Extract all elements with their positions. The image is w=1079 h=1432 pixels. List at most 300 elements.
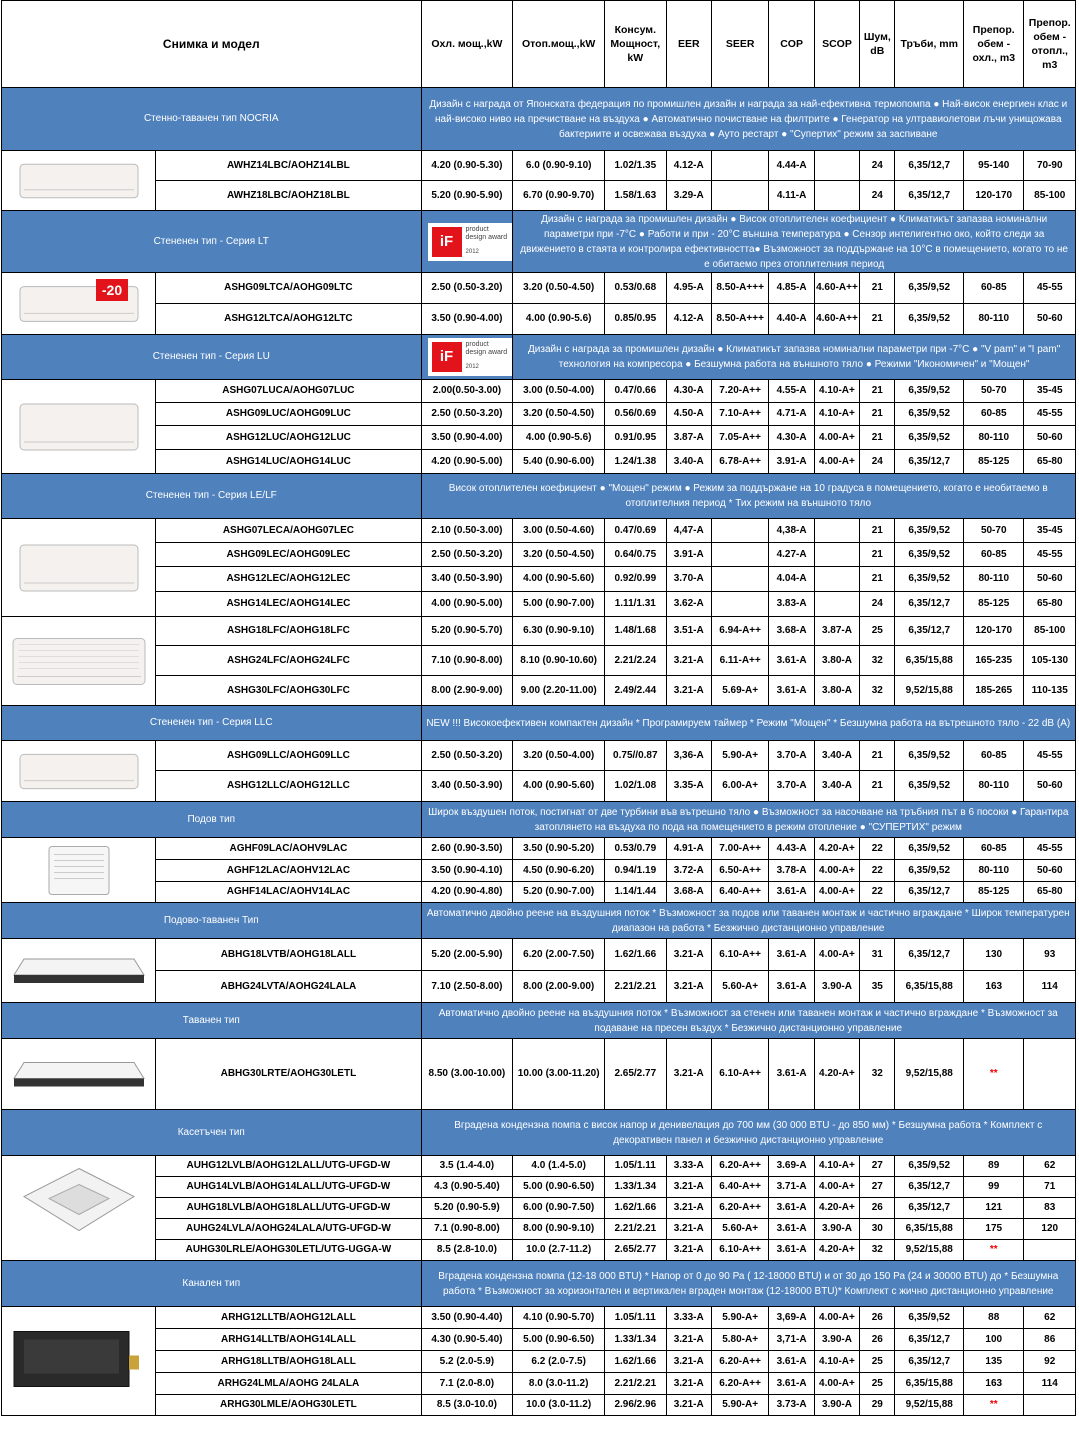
cell-seer: [711, 567, 768, 592]
cell-power: 2.65/2.77: [605, 1039, 667, 1110]
cell-model: ASHG30LFC/AOHG30LFC: [156, 676, 421, 706]
cell-cool: 2.50 (0.50-3.20): [421, 273, 513, 304]
cell-heat: 8.0 (3.0-11.2): [513, 1373, 605, 1395]
cell-seer: 8.50-A+++: [711, 304, 768, 335]
cell-pipes: 6,35/12,7: [895, 1329, 964, 1351]
cell-noise: 32: [860, 646, 895, 676]
cell-power: 2.21/2.21: [605, 1373, 667, 1395]
header-cop: COP: [769, 1, 814, 88]
cell-eer: 4.30-A: [666, 380, 711, 403]
cell-model: AWHZ14LBC/AOHZ14LBL: [156, 151, 421, 181]
cell-cop: 3.61-A: [769, 971, 814, 1003]
cell-pipes: 6,35/12,7: [895, 1177, 964, 1198]
cell-heat: 4.00 (0.90-5.60): [513, 771, 605, 802]
cell-pipes: 6,35/9,52: [895, 1307, 964, 1329]
cell-power: 0.47/0.69: [605, 519, 667, 543]
product-image: [2, 273, 156, 335]
section-header: [2, 88, 1076, 151]
cell-cool: 4.20 (0.90-5.00): [421, 450, 513, 474]
cell-cop: 4.11-A: [769, 181, 814, 211]
cell-heat: 6.00 (0.90-7.50): [513, 1198, 605, 1219]
cell-scop: 4.00-A+: [814, 939, 859, 971]
section-header: [2, 474, 1076, 519]
cell-pipes: 9,52/15,88: [895, 1240, 964, 1261]
cell-vol-cool: **: [963, 1039, 1024, 1110]
cell-noise: 27: [860, 1156, 895, 1177]
cell-noise: 24: [860, 181, 895, 211]
product-row: [2, 676, 1076, 706]
cell-seer: 5.80-A+: [711, 1329, 768, 1351]
product-row: [2, 1351, 1076, 1373]
section-description: Дизайн с награда за промишлен дизайн ● Висок отоплителен коефициент ● Климатикът запазва номинални параметри при -7°C ● Работи и при - 20°C външна температура ● Сензор интелигентно око, който следи за движението в стаята и контролира ефективността● Възможност за поддържане на 10°C в помещението, когато то не е обитаемо през отоплителния период: [513, 211, 1076, 273]
header-model: Снимка и модел: [2, 1, 422, 88]
product-row: [2, 971, 1076, 1003]
product-row: [2, 1307, 1076, 1329]
cell-scop: 3.40-A: [814, 741, 859, 771]
cell-cop: 4.30-A: [769, 426, 814, 450]
cell-cool: 2.50 (0.50-3.20): [421, 741, 513, 771]
cell-eer: 3.51-A: [666, 617, 711, 646]
cell-power: 1.02/1.35: [605, 151, 667, 181]
cell-power: 1.24/1.38: [605, 450, 667, 474]
cell-noise: 26: [860, 1198, 895, 1219]
product-row: [2, 1329, 1076, 1351]
cell-vol-cool: 80-110: [963, 860, 1024, 882]
cell-eer: 3.33-A: [666, 1156, 711, 1177]
product-row: [2, 426, 1076, 450]
cell-eer: 4.91-A: [666, 838, 711, 860]
section-description: Широк въздушен поток, постигнат от две турбини във вътрешно тяло ● Възможност за насочване на тръбния път в 6 посоки ● Гарантира затоплянето на въздуха по пода на помещението в режим отопление ● "СУПЕРТИХ" режим: [421, 802, 1075, 838]
cell-seer: [711, 151, 768, 181]
product-row: [2, 646, 1076, 676]
cell-cop: 4.27-A: [769, 543, 814, 567]
cell-vol-cool: 89: [963, 1156, 1024, 1177]
cell-model: ASHG09LEC/AOHG09LEC: [156, 543, 421, 567]
cell-eer: 3.29-A: [666, 181, 711, 211]
cell-cop: 3.61-A: [769, 1351, 814, 1373]
cell-power: 0.53/0.68: [605, 273, 667, 304]
cell-heat: 3.00 (0.50-4.60): [513, 519, 605, 543]
cell-vol-cool: 120-170: [963, 181, 1024, 211]
cell-cool: 2.00(0.50-3.00): [421, 380, 513, 403]
product-row: [2, 519, 1076, 543]
cell-noise: 26: [860, 1307, 895, 1329]
cell-pipes: 6,35/12,7: [895, 1351, 964, 1373]
cell-cool: 8.5 (2.8-10.0): [421, 1240, 513, 1261]
cell-scop: 4.00-A+: [814, 426, 859, 450]
cell-power: 0.64/0.75: [605, 543, 667, 567]
cell-power: 2.21/2.21: [605, 1219, 667, 1240]
cell-heat: 9.00 (2.20-11.00): [513, 676, 605, 706]
award-text: product design award: [465, 225, 508, 241]
cell-cop: 3.61-A: [769, 1373, 814, 1395]
section-header: [2, 211, 1076, 273]
cell-cool: 3.40 (0.50-3.90): [421, 771, 513, 802]
cell-seer: 6.40-A++: [711, 1177, 768, 1198]
header-seer: SEER: [711, 1, 768, 88]
cell-vol-heat: 85-100: [1024, 181, 1076, 211]
cell-scop: 3.80-A: [814, 646, 859, 676]
cell-vol-cool: 60-85: [963, 838, 1024, 860]
cell-heat: 10.00 (3.00-11.20): [513, 1039, 605, 1110]
cell-scop: 4.00-A+: [814, 1373, 859, 1395]
cell-vol-cool: 165-235: [963, 646, 1024, 676]
cell-heat: 5.00 (0.90-6.50): [513, 1329, 605, 1351]
cell-eer: 3.72-A: [666, 860, 711, 882]
cell-noise: 27: [860, 1177, 895, 1198]
cell-pipes: 6,35/12,7: [895, 450, 964, 474]
cell-cool: 5.2 (2.0-5.9): [421, 1351, 513, 1373]
cell-model: AUHG30LRLE/AOHG30LETL/UTG-UGGA-W: [156, 1240, 421, 1261]
cell-seer: [711, 181, 768, 211]
cell-cop: 3.61-A: [769, 939, 814, 971]
cell-seer: 7.05-A++: [711, 426, 768, 450]
cell-scop: 3.90-A: [814, 1219, 859, 1240]
cell-vol-heat: 65-80: [1024, 882, 1076, 903]
product-row: [2, 151, 1076, 181]
cell-power: 0.56/0.69: [605, 403, 667, 426]
cell-scop: 4.00-A+: [814, 860, 859, 882]
header-vol-cool: Препор. обем - охл., m3: [963, 1, 1024, 88]
product-row: [2, 741, 1076, 771]
cell-model: AUHG12LVLB/AOHG12LALL/UTG-UFGD-W: [156, 1156, 421, 1177]
cell-vol-heat: 62: [1024, 1307, 1076, 1329]
header-scop: SCOP: [814, 1, 859, 88]
cell-model: ASHG24LFC/AOHG24LFC: [156, 646, 421, 676]
section-header: [2, 706, 1076, 741]
cell-pipes: 6,35/9,52: [895, 304, 964, 335]
header-eer: EER: [666, 1, 711, 88]
cell-noise: 21: [860, 567, 895, 592]
cell-vol-cool: 50-70: [963, 380, 1024, 403]
cell-scop: 4.00-A+: [814, 1177, 859, 1198]
cell-vol-cool: 95-140: [963, 151, 1024, 181]
cell-model: AGHF12LAC/AOHV12LAC: [156, 860, 421, 882]
cell-heat: 5.40 (0.90-6.00): [513, 450, 605, 474]
cell-pipes: 6,35/9,52: [895, 519, 964, 543]
cell-pipes: 9,52/15,88: [895, 1039, 964, 1110]
cell-cool: 5.20 (0.90-5.70): [421, 617, 513, 646]
cell-power: 1.62/1.66: [605, 939, 667, 971]
cell-vol-heat: 45-55: [1024, 403, 1076, 426]
cell-power: 1.11/1.31: [605, 592, 667, 617]
cell-vol-cool: 60-85: [963, 403, 1024, 426]
cell-cop: 4.04-A: [769, 567, 814, 592]
cell-power: 1.33/1.34: [605, 1329, 667, 1351]
cell-scop: [814, 592, 859, 617]
cell-scop: 4.10-A+: [814, 403, 859, 426]
price-table: [1, 0, 1076, 1416]
cell-model: AGHF14LAC/AOHV14LAC: [156, 882, 421, 903]
cell-power: 1.05/1.11: [605, 1156, 667, 1177]
cell-pipes: 6,35/12,7: [895, 617, 964, 646]
cell-seer: 6.10-A++: [711, 1240, 768, 1261]
cell-eer: 3.21-A: [666, 939, 711, 971]
product-row: [2, 1240, 1076, 1261]
product-row: [2, 1039, 1076, 1110]
cell-scop: [814, 151, 859, 181]
product-row: [2, 1177, 1076, 1198]
cell-model: AGHF09LAC/AOHV9LAC: [156, 838, 421, 860]
product-row: [2, 617, 1076, 646]
section-name: Стененен тип - Серия LE/LF: [2, 474, 422, 519]
cell-vol-heat: 105-130: [1024, 646, 1076, 676]
cell-cop: 4.40-A: [769, 304, 814, 335]
cell-power: 0.75//0.87: [605, 741, 667, 771]
cell-seer: 6.10-A++: [711, 1039, 768, 1110]
cell-scop: 4.10-A+: [814, 1351, 859, 1373]
cell-pipes: 6,35/15,88: [895, 1219, 964, 1240]
cell-cool: 3.50 (0.90-4.10): [421, 860, 513, 882]
product-image: [2, 741, 156, 802]
cell-eer: 3.21-A: [666, 1240, 711, 1261]
cell-eer: 3.21-A: [666, 1373, 711, 1395]
cell-eer: 4.12-A: [666, 304, 711, 335]
cell-pipes: 6,35/9,52: [895, 567, 964, 592]
if-logo: iF: [432, 342, 462, 372]
cell-vol-cool: 85-125: [963, 882, 1024, 903]
cell-cool: 4.20 (0.90-5.30): [421, 151, 513, 181]
cell-noise: 22: [860, 838, 895, 860]
cell-heat: 6.70 (0.90-9.70): [513, 181, 605, 211]
cell-scop: 4.20-A+: [814, 1198, 859, 1219]
cell-cop: 4.85-A: [769, 273, 814, 304]
cell-model: ABHG30LRTE/AOHG30LETL: [156, 1039, 421, 1110]
cell-vol-heat: 50-60: [1024, 860, 1076, 882]
product-row: [2, 543, 1076, 567]
cell-cool: 4.20 (0.90-4.80): [421, 882, 513, 903]
section-header: [2, 1110, 1076, 1156]
cell-cop: 3.61-A: [769, 1039, 814, 1110]
cell-heat: 3.20 (0.50-4.50): [513, 273, 605, 304]
cell-model: AUHG14LVLB/AOHG14LALL/UTG-UFGD-W: [156, 1177, 421, 1198]
cell-seer: 6.00-A+: [711, 771, 768, 802]
cell-pipes: 6,35/9,52: [895, 771, 964, 802]
cell-scop: 4.00-A+: [814, 450, 859, 474]
cell-cool: 3.50 (0.90-4.40): [421, 1307, 513, 1329]
cell-model: ARHG30LMLE/AOHG30LETL: [156, 1395, 421, 1416]
product-row: [2, 1219, 1076, 1240]
section-name: Подов тип: [2, 802, 422, 838]
cell-seer: 6.10-A++: [711, 939, 768, 971]
cell-vol-heat: 35-45: [1024, 519, 1076, 543]
cell-eer: 3.21-A: [666, 1177, 711, 1198]
cell-heat: 3.00 (0.50-4.00): [513, 380, 605, 403]
cell-power: 1.02/1.08: [605, 771, 667, 802]
product-row: [2, 273, 1076, 304]
cell-pipes: 9,52/15,88: [895, 1395, 964, 1416]
cell-scop: 3.40-A: [814, 771, 859, 802]
section-name: Стененен тип - Серия LT: [2, 211, 422, 273]
section-description: Дизайн с награда за промишлен дизайн ● Климатикът запазва номинални параметри при -7°C ● "V pam" и "I pam" технология на компресора ● Безшумна работа на външното тяло ● Режими "Икономичен" и "Мощен": [513, 335, 1076, 380]
section-header: [2, 1261, 1076, 1307]
sale-badge: -20: [101, 281, 122, 298]
cell-vol-heat: 114: [1024, 1373, 1076, 1395]
cell-vol-cool: 135: [963, 1351, 1024, 1373]
cell-cool: 2.10 (0.50-3.00): [421, 519, 513, 543]
award-logo: [428, 338, 512, 376]
cell-model: ASHG12LLC/AOHG12LLC: [156, 771, 421, 802]
cell-heat: 5.20 (0.90-7.00): [513, 882, 605, 903]
cell-vol-cool: 130: [963, 939, 1024, 971]
product-row: [2, 1373, 1076, 1395]
cell-cop: 4.71-A: [769, 403, 814, 426]
product-row: [2, 304, 1076, 335]
cell-cop: 3.71-A: [769, 1177, 814, 1198]
cell-pipes: 6,35/9,52: [895, 426, 964, 450]
cell-vol-heat: 50-60: [1024, 304, 1076, 335]
cell-heat: 5.00 (0.90-7.00): [513, 592, 605, 617]
cell-eer: 4.12-A: [666, 151, 711, 181]
cell-cool: 4.00 (0.90-5.00): [421, 592, 513, 617]
cell-eer: 3.70-A: [666, 567, 711, 592]
cell-power: 2.21/2.21: [605, 971, 667, 1003]
cell-eer: 3.87-A: [666, 426, 711, 450]
section-description: Автоматично двойно реене на въздушния поток * Възможност за подов или таванен монтаж и частично вграждане * Широк температурен диапазон на работа * Безжично дистанционно управление: [421, 903, 1075, 939]
product-row: [2, 1156, 1076, 1177]
section-description: NEW !!! Високоефективен компактен дизайн * Програмируем таймер * Режим "Мощен" * Безшумна работа на вътрешното тяло - 22 dB (A): [421, 706, 1075, 741]
cell-seer: 5.60-A+: [711, 1219, 768, 1240]
cell-cool: 7.1 (0.90-8.00): [421, 1219, 513, 1240]
cell-noise: 35: [860, 971, 895, 1003]
cell-heat: 6.2 (2.0-7.5): [513, 1351, 605, 1373]
cell-model: AUHG18LVLB/AOHG18LALL/UTG-UFGD-W: [156, 1198, 421, 1219]
cell-seer: 5.69-A+: [711, 676, 768, 706]
cell-scop: [814, 519, 859, 543]
cell-heat: 8.00 (0.90-9.10): [513, 1219, 605, 1240]
cell-cop: 3.78-A: [769, 860, 814, 882]
product-image: [2, 151, 156, 211]
award-cell: [421, 335, 513, 380]
cell-seer: 5.90-A+: [711, 1395, 768, 1416]
cell-heat: 8.10 (0.90-10.60): [513, 646, 605, 676]
cell-pipes: 6,35/12,7: [895, 939, 964, 971]
section-header: [2, 802, 1076, 838]
cell-model: ASHG12LEC/AOHG12LEC: [156, 567, 421, 592]
cell-pipes: 6,35/12,7: [895, 882, 964, 903]
cell-noise: 31: [860, 939, 895, 971]
cell-noise: 24: [860, 592, 895, 617]
cell-vol-heat: 45-55: [1024, 838, 1076, 860]
product-row: [2, 838, 1076, 860]
cell-cop: 4.43-A: [769, 838, 814, 860]
cell-vol-cool: **: [963, 1395, 1024, 1416]
section-description: Висок отоплителен коефициент ● "Мощен" режим ● Режим за поддържане на 10 градуса в помещението, когато е необитаемо в отоплителния период * Тих режим на външното тяло: [421, 474, 1075, 519]
product-row: [2, 592, 1076, 617]
cell-eer: 3.21-A: [666, 971, 711, 1003]
cell-heat: 6.30 (0.90-9.10): [513, 617, 605, 646]
cell-model: ASHG07LECA/AOHG07LEC: [156, 519, 421, 543]
cell-noise: 21: [860, 741, 895, 771]
cell-vol-heat: 71: [1024, 1177, 1076, 1198]
cell-vol-heat: [1024, 1240, 1076, 1261]
cell-heat: 4.50 (0.90-6.20): [513, 860, 605, 882]
cell-vol-heat: 50-60: [1024, 567, 1076, 592]
cell-vol-cool: 60-85: [963, 741, 1024, 771]
cell-scop: 4.10-A+: [814, 1156, 859, 1177]
cell-eer: 3.21-A: [666, 1198, 711, 1219]
cell-noise: 26: [860, 1329, 895, 1351]
cell-cop: 3.61-A: [769, 676, 814, 706]
cell-pipes: 6,35/9,52: [895, 1156, 964, 1177]
cell-scop: 4.00-A+: [814, 882, 859, 903]
cell-cop: 3.61-A: [769, 1198, 814, 1219]
cell-model: ASHG12LUC/AOHG12LUC: [156, 426, 421, 450]
cell-eer: 3.21-A: [666, 1395, 711, 1416]
cell-cool: 5.20 (2.00-5.90): [421, 939, 513, 971]
cell-scop: 4.60-A++: [814, 273, 859, 304]
cell-noise: 32: [860, 1240, 895, 1261]
award-text: product design award: [465, 341, 508, 356]
cell-vol-heat: 92: [1024, 1351, 1076, 1373]
cell-cop: 4,38-A: [769, 519, 814, 543]
cell-vol-heat: [1024, 1039, 1076, 1110]
cell-cop: 3.61-A: [769, 1240, 814, 1261]
cell-pipes: 9,52/15,88: [895, 676, 964, 706]
cell-heat: 4.00 (0.90-5.6): [513, 426, 605, 450]
cell-vol-cool: 85-125: [963, 592, 1024, 617]
product-row: [2, 939, 1076, 971]
cell-seer: 6.20-A++: [711, 1198, 768, 1219]
cell-power: 2.49/2.44: [605, 676, 667, 706]
cell-scop: 3.90-A: [814, 1395, 859, 1416]
cell-vol-heat: 45-55: [1024, 741, 1076, 771]
cell-noise: 22: [860, 860, 895, 882]
cell-vol-heat: 83: [1024, 1198, 1076, 1219]
cell-vol-heat: 45-55: [1024, 273, 1076, 304]
cell-model: ABHG18LVTB/AOHG18LALL: [156, 939, 421, 971]
cell-noise: 32: [860, 676, 895, 706]
cell-vol-heat: 50-60: [1024, 771, 1076, 802]
cell-seer: 5.90-A+: [711, 741, 768, 771]
cell-seer: 6.20-A++: [711, 1351, 768, 1373]
cell-power: 1.62/1.66: [605, 1351, 667, 1373]
cell-noise: 21: [860, 543, 895, 567]
cell-eer: 4.50-A: [666, 403, 711, 426]
cell-noise: 25: [860, 617, 895, 646]
cell-cool: 3.40 (0.50-3.90): [421, 567, 513, 592]
cell-heat: 3.20 (0.50-4.50): [513, 543, 605, 567]
cell-seer: 6.50-A++: [711, 860, 768, 882]
cell-cop: 3.70-A: [769, 741, 814, 771]
section-description: Вградена кондензна помпа с висок напор и денивелация до 700 мм (30 000 BTU - до 850 мм) * Безшумна работа * Комплект с декоративен панел и безжично дистанционно управление: [421, 1110, 1075, 1156]
cell-cool: 2.50 (0.50-3.20): [421, 543, 513, 567]
cell-pipes: 6,35/9,52: [895, 860, 964, 882]
cell-model: ASHG09LLC/AOHG09LLC: [156, 741, 421, 771]
product-image: [2, 519, 156, 617]
cell-power: 0.53/0.79: [605, 838, 667, 860]
product-row: [2, 567, 1076, 592]
cell-power: 2.21/2.24: [605, 646, 667, 676]
cell-heat: 4.10 (0.90-5.70): [513, 1307, 605, 1329]
cell-heat: 6.0 (0.90-9.10): [513, 151, 605, 181]
cell-seer: [711, 519, 768, 543]
cell-vol-heat: 45-55: [1024, 543, 1076, 567]
cell-eer: 3.33-A: [666, 1307, 711, 1329]
cell-model: ASHG14LEC/AOHG14LEC: [156, 592, 421, 617]
cell-power: 1.62/1.66: [605, 1198, 667, 1219]
cell-seer: 8.50-A+++: [711, 273, 768, 304]
cell-noise: 21: [860, 304, 895, 335]
cell-power: 1.05/1.11: [605, 1307, 667, 1329]
cell-eer: 3,36-A: [666, 741, 711, 771]
cell-cool: 5.20 (0.90-5.9): [421, 1198, 513, 1219]
product-row: [2, 860, 1076, 882]
cell-scop: [814, 567, 859, 592]
cell-pipes: 6,35/9,52: [895, 543, 964, 567]
cell-seer: [711, 592, 768, 617]
cell-cop: 3.61-A: [769, 1219, 814, 1240]
